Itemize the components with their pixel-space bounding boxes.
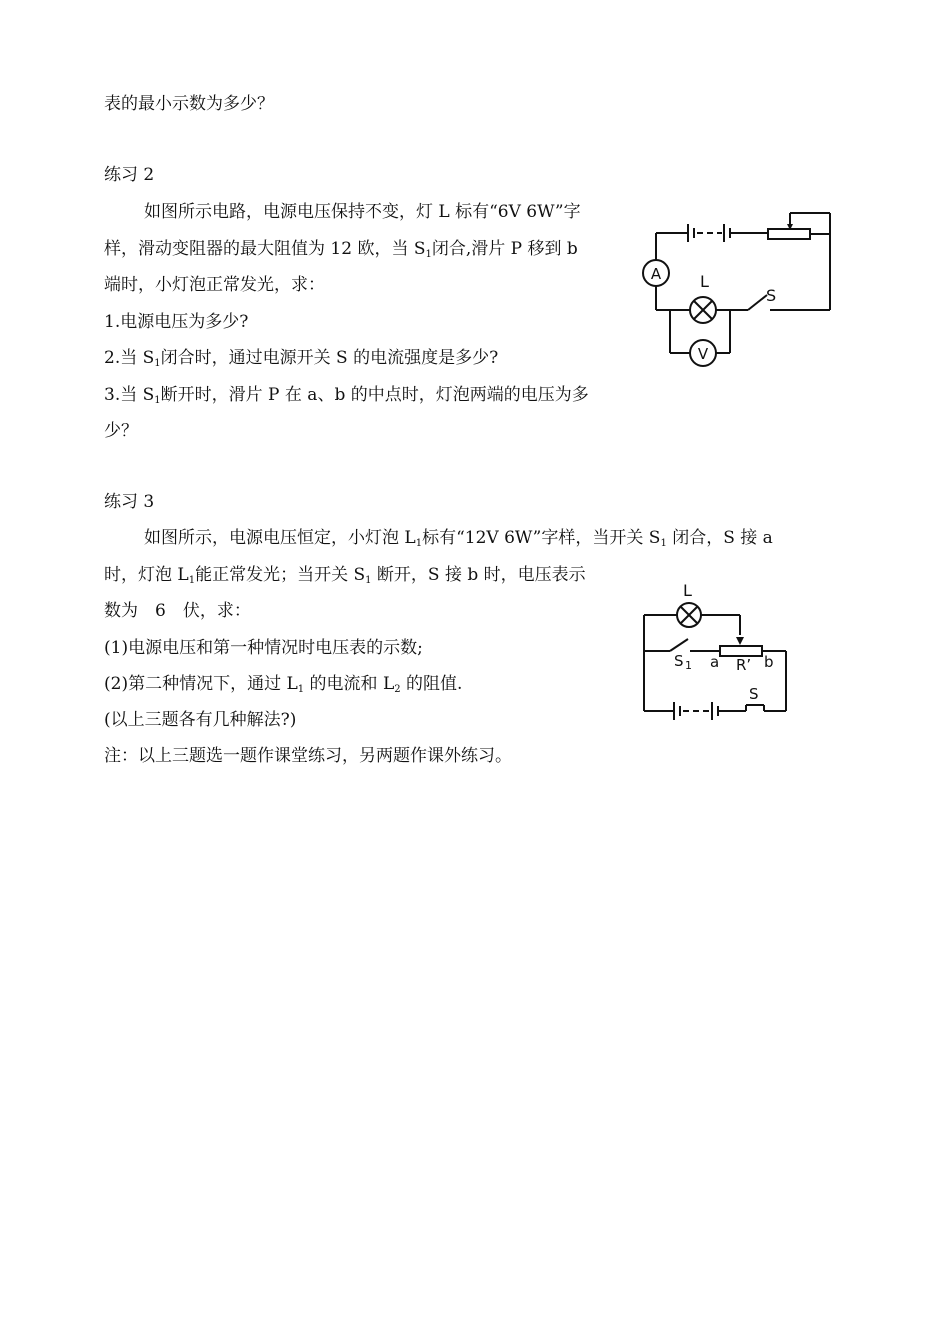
switch-label: S (749, 685, 759, 703)
intro-tail-text: 表的最小示数为多少？ (104, 94, 274, 114)
exercise3-question1: (1)电源电压和第一种情况时电压表的示数; (104, 638, 423, 658)
switch1-subscript: 1 (685, 659, 692, 672)
exercise2-heading: 练习 2 (104, 165, 155, 185)
lamp-label: L (683, 581, 692, 600)
exercise2-question3-cont: 少？ (104, 421, 138, 441)
exercise2-paragraph-line2: 样，滑动变阻器的最大阻值为 12 欧，当 $S_1$闭合,滑片 P 移到 b (104, 239, 578, 260)
lamp-label: L (700, 272, 709, 291)
resistor-end-a-label: a (710, 653, 720, 671)
exercise3-paragraph-line3: 数为 6 伏，求： (104, 601, 251, 621)
exercise3-question2: (2)第二种情况下，通过 $L_1$ 的电流和 $L_2$ 的阻值. (104, 674, 463, 695)
switch1-label: S (674, 652, 684, 670)
exercise2-question3: 3.当 $S_1$断开时，滑片 P 在 a、b 的中点时，灯泡两端的电压为多 (104, 385, 589, 406)
exercise2-question2: 2.当 $S_1$闭合时，通过电源开关 S 的电流强度是多少? (104, 348, 499, 369)
exercise3-note: 注：以上三题选一题作课堂练习，另两题作课外练习。 (104, 746, 512, 766)
exercise2-question1: 1.电源电压为多少? (104, 312, 249, 332)
ammeter-label: A (650, 265, 662, 283)
exercise3-paragraph-line1: 如图所示，电源电压恒定，小灯泡 $L_1$标有“12V 6W”字样，当开关 $S_1$ 闭合，S 接 a (144, 528, 773, 549)
exercise3-heading: 练习 3 (104, 492, 155, 512)
exercise2-circuit-diagram (640, 205, 840, 367)
voltmeter-label: V (697, 345, 709, 363)
exercise3-question3: (以上三题各有几种解法?) (104, 710, 297, 730)
resistor-label: R’ (736, 656, 752, 674)
exercise3-circuit-diagram (640, 577, 792, 723)
exercise2-paragraph-line3: 端时，小灯泡正常发光，求： (104, 275, 325, 295)
switch-label: S (766, 286, 777, 305)
exercise2-paragraph-line1: 如图所示电路，电源电压保持不变，灯 L 标有“6V 6W”字 (144, 202, 581, 222)
resistor-end-b-label: b (764, 653, 774, 671)
exercise3-paragraph-line2: 时，灯泡 $L_1$能正常发光；当开关 $S_1$ 断开，S 接 b 时，电压表示 (104, 565, 586, 586)
